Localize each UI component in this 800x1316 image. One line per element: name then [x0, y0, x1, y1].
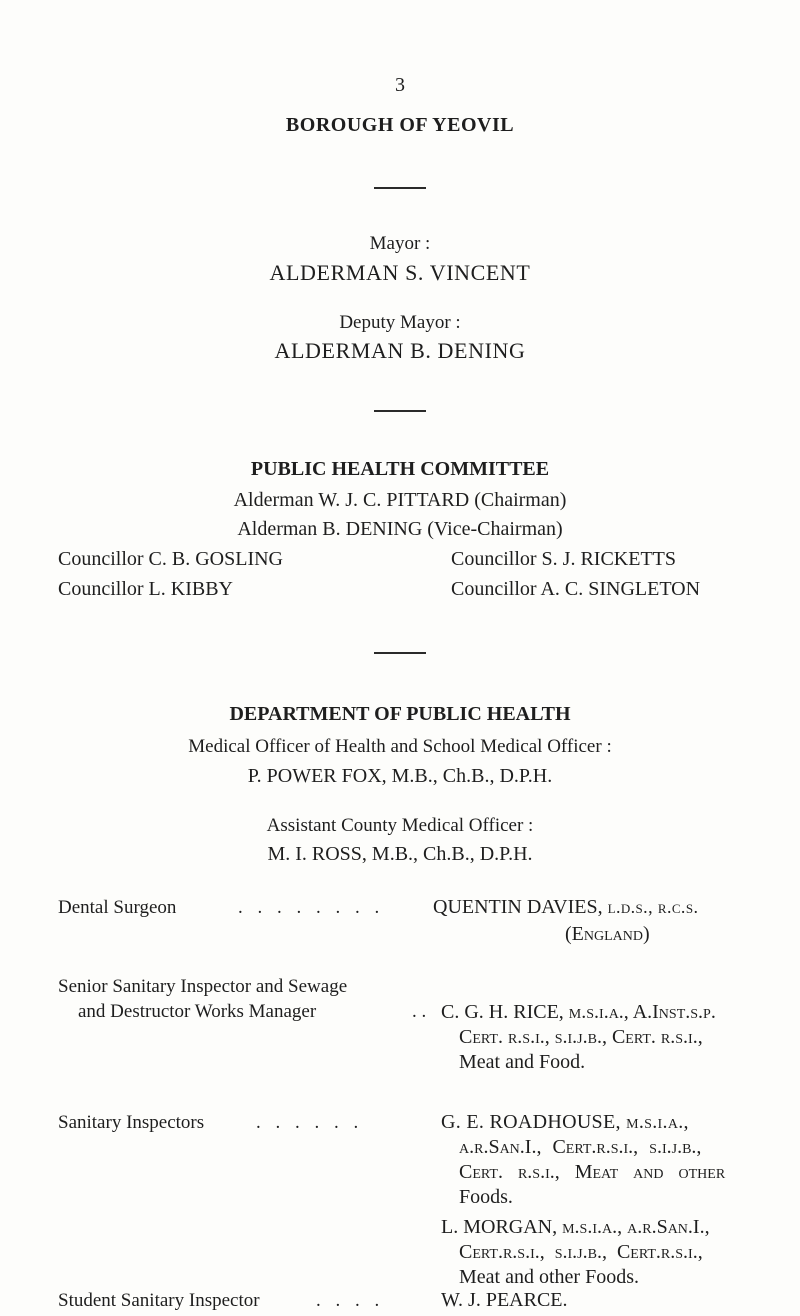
mayor-name: ALDERMAN S. VINCENT — [269, 260, 531, 285]
dot-leader — [316, 1290, 379, 1312]
role-student-inspector — [58, 1290, 260, 1312]
mayor-label: Mayor : — [369, 233, 431, 254]
qualifications: l.d.s., r.c.s. — [607, 897, 699, 917]
councillor: Councillor C. B. GOSLING — [58, 548, 283, 570]
qualifications-line: Cert. r.s.i., s.i.j.b., Cert. r.s.i., — [459, 1026, 703, 1048]
role-senior-inspector-line2: and Destructor Works Manager — [78, 1001, 317, 1022]
dot-leader-text: . . . . — [316, 1290, 380, 1311]
councillor: Councillor S. J. RICKETTS — [451, 548, 677, 570]
deputy-mayor-label: Deputy Mayor : — [339, 312, 461, 333]
role-dental-surgeon: Dental Surgeon — [58, 897, 177, 918]
sanitary-inspector-2: L. MORGAN, m.s.i.a., a.r.San.I., — [441, 1216, 710, 1238]
committee-vice-chairman: Alderman B. DENING (Vice-Chairman) — [237, 518, 563, 540]
divider — [374, 652, 426, 654]
committee-title: PUBLIC HEALTH COMMITTEE — [250, 458, 550, 480]
page-number: 3 — [395, 74, 405, 96]
acmo-label: Assistant County Medical Officer : — [266, 815, 534, 836]
councillor: Councillor A. C. SINGLETON — [451, 578, 701, 600]
councillor: Councillor L. KIBBY — [58, 578, 233, 600]
student-inspector-name — [441, 1289, 568, 1312]
qualifications-line: Cert.r.s.i., s.i.j.b., Cert.r.s.i., — [459, 1241, 703, 1263]
dental-surgeon-entry — [433, 896, 698, 919]
qualifications: m.s.i.a., A.Inst.s.p. — [568, 1001, 716, 1023]
role-student-inspector-label: Student Sanitary Inspector — [58, 1290, 260, 1311]
moh-label: Medical Officer of Health and School Medical Officer : — [188, 736, 612, 757]
person-name: W. J. PEARCE. — [441, 1289, 568, 1311]
dot-leader: . . — [412, 1001, 427, 1022]
sanitary-inspector-1 — [441, 1111, 689, 1134]
qualifications-line: a.r.San.I., Cert.r.s.i., s.i.j.b., — [459, 1136, 702, 1158]
dot-leader: . . . . . . — [256, 1112, 359, 1133]
person-name: C. G. H. RICE, — [441, 1001, 564, 1023]
divider — [374, 410, 426, 412]
deputy-mayor-name: ALDERMAN B. DENING — [274, 338, 526, 363]
qualifications: m.s.i.a., — [626, 1111, 689, 1133]
department-title: DEPARTMENT OF PUBLIC HEALTH — [229, 703, 571, 725]
person-name: G. E. ROADHOUSE, — [441, 1111, 621, 1133]
divider — [374, 187, 426, 189]
committee-chairman: Alderman W. J. C. PITTARD (Chairman) — [233, 489, 567, 511]
role-sanitary-inspectors: Sanitary Inspectors — [58, 1112, 205, 1133]
role-senior-inspector-line1: Senior Sanitary Inspector and Sewage — [58, 976, 348, 997]
moh-name: P. POWER FOX, M.B., Ch.B., D.P.H. — [247, 765, 553, 787]
acmo-name: M. I. ROSS, M.B., Ch.B., D.P.H. — [267, 843, 533, 865]
dental-surgeon-country: (England) — [565, 923, 650, 945]
qualifications-line: Cert. r.s.i., Meat and other — [459, 1161, 726, 1183]
qualifications-line: Meat and Food. — [459, 1051, 586, 1073]
dot-leader: . . . . . . . . — [238, 897, 380, 918]
qualifications-line: Foods. — [459, 1186, 513, 1208]
senior-inspector-entry — [441, 1001, 716, 1024]
page-title: BOROUGH OF YEOVIL — [285, 114, 515, 136]
qualifications-line: Meat and other Foods. — [459, 1266, 639, 1288]
person-name: QUENTIN DAVIES, — [433, 896, 603, 918]
